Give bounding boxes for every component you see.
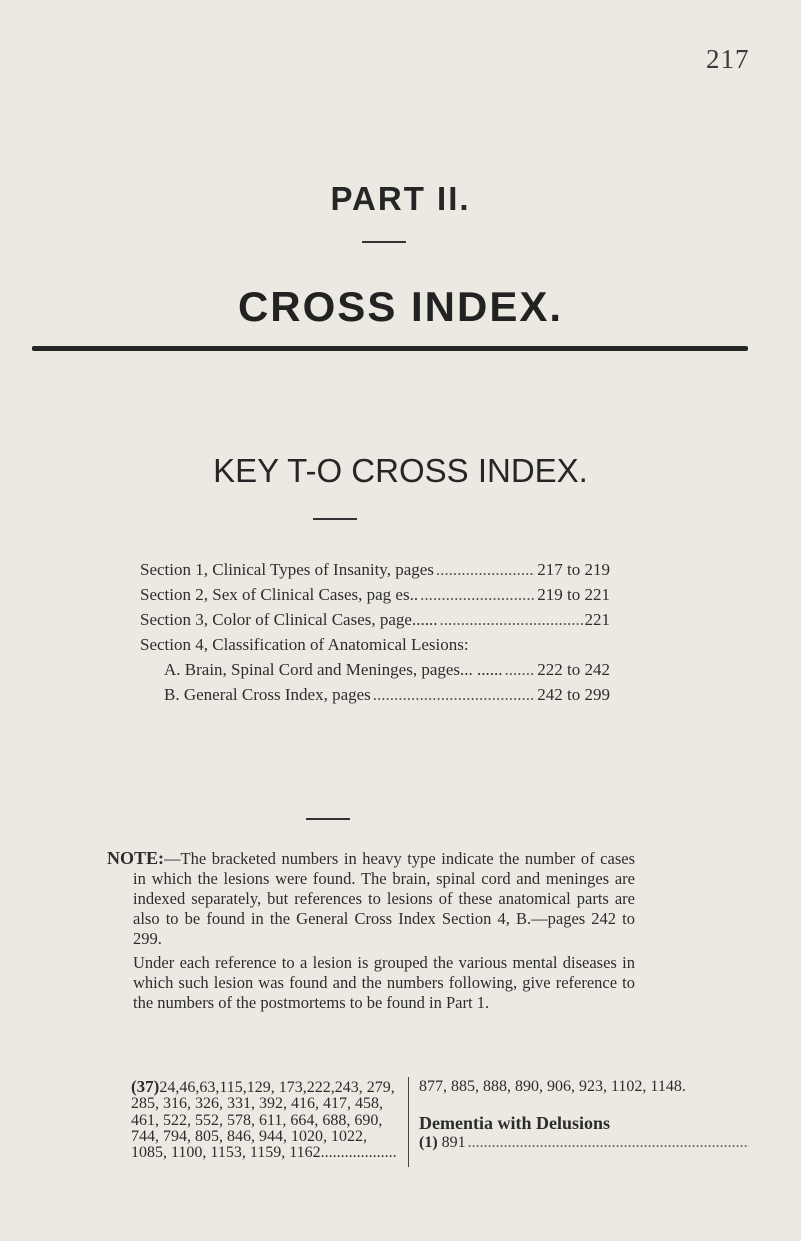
note-rule bbox=[306, 818, 350, 820]
toc-row bbox=[140, 582, 610, 607]
disease-heading: Dementia with Delusions bbox=[419, 1113, 611, 1134]
note-paragraph-2: Under each reference to a lesion is grouped the various mental diseases in which such lesion was found and the numbers following, give reference to the numbers of the postmortems to be found in Part 1. bbox=[133, 953, 635, 1012]
toc-pages: 219 to 221 bbox=[537, 585, 610, 604]
toc-label: Section 1, Clinical Types of Insanity, pages bbox=[140, 560, 434, 579]
toc-row bbox=[140, 557, 610, 582]
toc-row bbox=[140, 607, 610, 632]
note-block bbox=[107, 848, 635, 1013]
toc-row bbox=[140, 682, 610, 707]
column-divider bbox=[408, 1077, 409, 1167]
main-title: CROSS INDEX. bbox=[237, 283, 564, 330]
toc-label: A. Brain, Spinal Cord and Meninges, pages... ...... bbox=[164, 660, 503, 679]
toc-leader bbox=[505, 657, 536, 682]
left-column bbox=[131, 1079, 397, 1161]
note-head: NOTE: bbox=[107, 848, 165, 868]
toc-leader bbox=[439, 607, 582, 632]
bracket-count: (1) bbox=[419, 1133, 438, 1151]
bracket-count: (37) bbox=[131, 1077, 160, 1096]
toc-label: B. General Cross Index, pages bbox=[164, 685, 371, 704]
entry-leader bbox=[468, 1135, 749, 1151]
toc-row bbox=[140, 657, 610, 682]
toc-label: Section 3, Color of Clinical Cases, page...... bbox=[140, 610, 438, 629]
key-title: KEY T-O CROSS INDEX. bbox=[213, 452, 588, 489]
part-rule bbox=[362, 241, 406, 243]
page-number: 217 bbox=[706, 44, 750, 74]
toc-leader bbox=[373, 682, 535, 707]
note-paragraph bbox=[107, 848, 635, 949]
toc-pages: 222 to 242 bbox=[537, 660, 610, 679]
note-text: —The bracketed numbers in heavy type indicate the number of cases in which the lesions were found. The brain, spinal cord and meninges are indexed separately, but references to lesions of these anatomical parts are also to be found in the General Cross Index Section 4, B.—pages 242 to 299. bbox=[133, 849, 635, 948]
case-numbers-continued: 877, 885, 888, 890, 906, 923, 1102, 1148. bbox=[419, 1078, 686, 1095]
toc-label: Section 2, Sex of Clinical Cases, pag es.. bbox=[140, 585, 419, 604]
toc-list bbox=[140, 557, 610, 707]
index-entry bbox=[419, 1135, 749, 1151]
toc-leader bbox=[436, 557, 535, 582]
toc-pages: 242 to 299 bbox=[537, 685, 610, 704]
title-thick-rule bbox=[32, 346, 748, 351]
case-numbers: 24,46,63,115,129, 173,222,243, 279, 285, 316, 326, 331, 392, 416, 417, 458, 461, 522, 552, 578, 611, 664, 688, 690, 744, 794, 805, 846, 944, 1020, 1022, 1085, 1100, 1153, 1159, 1162................... bbox=[131, 1079, 397, 1162]
right-column bbox=[419, 1079, 749, 1151]
toc-pages: 221 bbox=[584, 610, 610, 629]
toc-pages: 217 to 219 bbox=[537, 560, 610, 579]
case-number: 891 bbox=[441, 1133, 466, 1151]
toc-leader bbox=[420, 582, 535, 607]
toc-label: Section 4, Classification of Anatomical Lesions: bbox=[140, 635, 469, 654]
toc-row bbox=[140, 632, 610, 657]
part-title: PART II. bbox=[330, 180, 471, 217]
key-rule bbox=[313, 518, 357, 520]
